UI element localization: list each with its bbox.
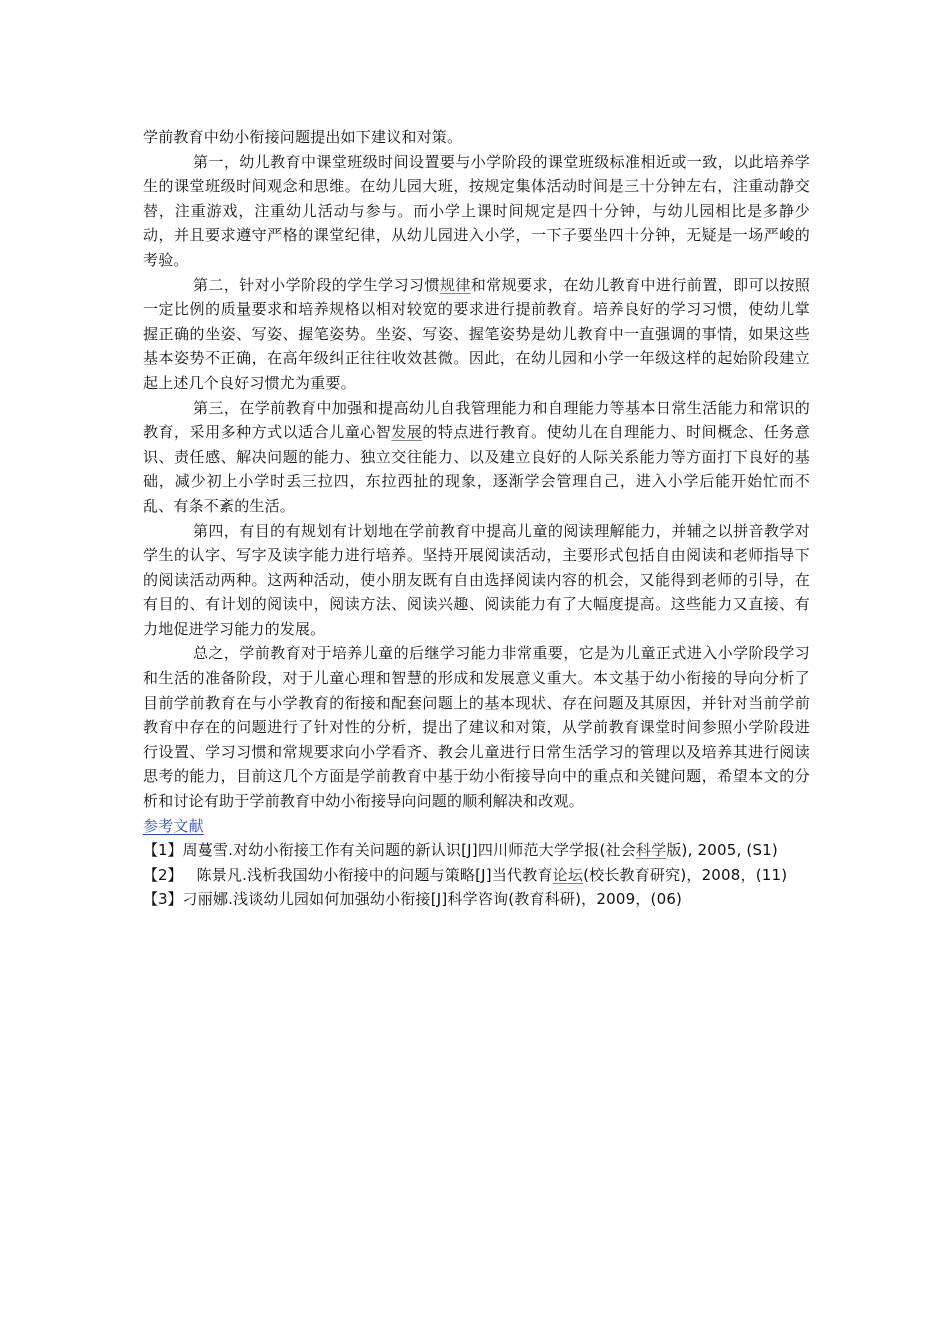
- paragraph-intro: 学前教育中幼小衔接问题提出如下建议和对策。: [143, 128, 463, 146]
- keyword-link-fazhan[interactable]: 发展: [391, 423, 423, 442]
- keyword-link-guilv[interactable]: 规律: [439, 275, 471, 294]
- reference-item-2: 【2】 陈景凡.浅析我国幼小衔接中的问题与策略[J]当代教育论坛(校长教育研究)，2008，(11): [143, 865, 788, 884]
- keyword-link-kexue[interactable]: 科学: [635, 841, 667, 860]
- references-title-link[interactable]: 参考文献: [143, 816, 204, 835]
- paragraph-third: 第三，在学前教育中加强和提高幼儿自我管理能力和自理能力等基本日常生活能力和常识的教育，采用多种方式以适合儿童心智发展的特点进行教育。使幼儿在自理能力、时间概念、任务意识、责任感、解决问题的能力、独立交往能力、以及建立良好的人际关系能力等方面打下良好的基础，减少初上小学时丢三拉四，东拉西扯的现象，逐渐学会管理自己，进入小学后能开始忙而不乱、有条不紊的生活。: [143, 398, 810, 515]
- reference-item-1: 【1】周蔓雪.对幼小衔接工作有关问题的新认识[J]四川师范大学学报(社会科学版), 2005, (S1): [143, 841, 778, 860]
- reference-item-3: 【3】刁丽娜.浅谈幼儿园如何加强幼小衔接[J]科学咨询(教育科研)，2009，(06): [143, 890, 683, 909]
- document-body: [143, 125, 810, 912]
- paragraph-conclusion: 总之，学前教育对于培养儿童的后继学习能力非常重要，它是为儿童正式进入小学阶段学习和生活的准备阶段，对于儿童心理和智慧的形成和发展意义重大。本文基于幼小衔接的导向分析了目前学前教育在与小学教育的衔接和配套问题上的基本现状、存在问题及其原因，并针对当前学前教育中存在的问题进行了针对性的分析，提出了建议和对策，从学前教育课堂时间参照小学阶段进行设置、学习习惯和常规要求向小学看齐、教会儿童进行日常生活学习的管理以及培养其进行阅读思考的能力，目前这几个方面是学前教育中基于幼小衔接导向中的重点和关键问题，希望本文的分析和讨论有助于学前教育中幼小衔接导向问题的顺利解决和改观。: [143, 644, 810, 811]
- paragraph-fourth: 第四，有目的有规划有计划地在学前教育中提高儿童的阅读理解能力，并辅之以拼音教学对学生的认字、写字及读字能力进行培养。坚持开展阅读活动，主要形式包括自由阅读和老师指导下的阅读活动两种。这两种活动，使小朋友既有自由选择阅读内容的机会，又能得到老师的引导，在有目的、有计划的阅读中，阅读方法、阅读兴趣、阅读能力有了大幅度提高。这些能力又直接、有力地促进学习能力的发展。: [143, 521, 810, 638]
- references-section: [143, 814, 810, 912]
- keyword-link-luntan[interactable]: 论坛: [552, 865, 584, 884]
- paragraph-second: 第二，针对小学阶段的学生学习习惯规律和常规要求，在幼儿教育中进行前置，即可以按照一定比例的质量要求和培养规格以相对较宽的要求进行提前教育。培养良好的学习习惯，使幼儿掌握正确的坐姿、写姿、握笔姿势。坐姿、写姿、握笔姿势是幼儿教育中一直强调的事情，如果这些基本姿势不正确，在高年级纠正往往收效甚微。因此，在幼儿园和小学一年级这样的起始阶段建立起上述几个良好习惯尤为重要。: [143, 275, 811, 392]
- paragraph-first: 第一，幼儿教育中课堂班级时间设置要与小学阶段的课堂班级标准相近或一致，以此培养学生的课堂班级时间观念和思维。在幼儿园大班，按规定集体活动时间是三十分钟左右，注重动静交替，注重游戏，注重幼儿活动与参与。而小学上课时间规定是四十分钟，与幼儿园相比是多静少动，并且要求遵守严格的课堂纪律，从幼儿园进入小学，一下子要坐四十分钟，无疑是一场严峻的考验。: [143, 152, 810, 269]
